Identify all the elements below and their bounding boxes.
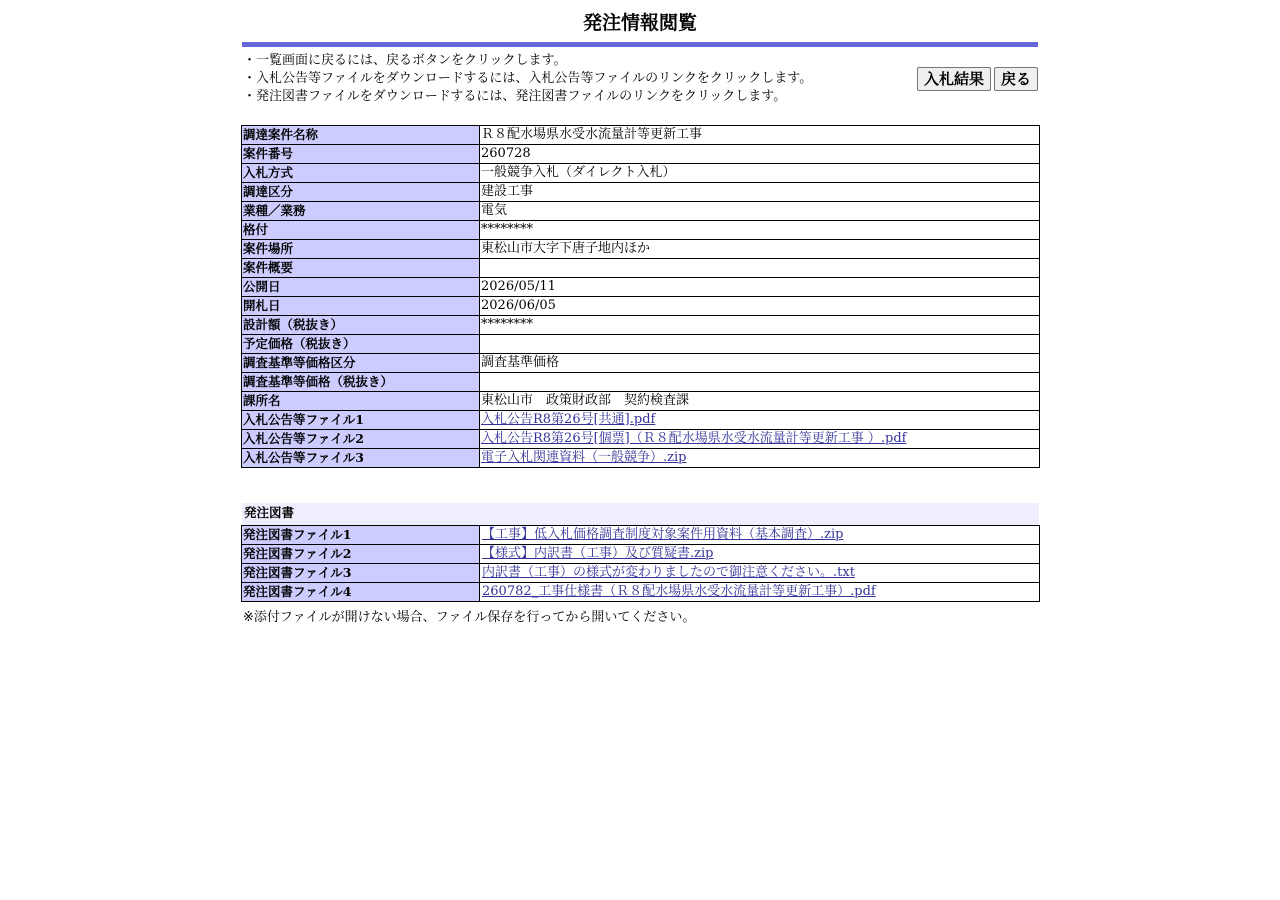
table-row <box>242 202 1040 221</box>
table-row <box>242 278 1040 297</box>
row-label: 調達区分 <box>242 183 480 202</box>
row-label: 調達案件名称 <box>242 126 480 145</box>
row-value: 一般競争入札（ダイレクト入札） <box>480 164 1040 183</box>
table-row <box>242 183 1040 202</box>
info-table <box>241 125 1040 468</box>
attachment-note: ※添付ファイルが開けない場合、ファイル保存を行ってから開いてください。 <box>243 610 696 625</box>
table-row <box>242 335 1040 354</box>
table-row <box>242 564 1040 583</box>
instruction-line: ・一覧画面に戻るには、戻るボタンをクリックします。 <box>243 53 567 68</box>
row-value: 電気 <box>480 202 1040 221</box>
spacer <box>241 468 1039 503</box>
table-row <box>242 545 1040 564</box>
row-value: ******** <box>480 221 1040 240</box>
bid-result-button[interactable]: 入札結果 <box>917 67 991 91</box>
row-label: 案件場所 <box>242 240 480 259</box>
row-label: 入札公告等ファイル3 <box>242 449 480 468</box>
row-label: 入札公告等ファイル2 <box>242 430 480 449</box>
table-row <box>242 526 1040 545</box>
row-value: 2026/05/11 <box>480 278 1040 297</box>
row-label: 予定価格（税抜き） <box>242 335 480 354</box>
doc-file-link-2[interactable]: 【様式】内訳書（工事）及び質疑書.zip <box>482 546 714 561</box>
table-row <box>242 411 1040 430</box>
row-value <box>480 526 1040 545</box>
row-value: 東松山市大字下唐子地内ほか <box>480 240 1040 259</box>
page-title: 発注情報閲覧 <box>582 12 697 34</box>
table-row <box>242 221 1040 240</box>
row-value: 調査基準価格 <box>480 354 1040 373</box>
row-label: 業種／業務 <box>242 202 480 221</box>
doc-file-link-1[interactable]: 【工事】低入札価格調査制度対象案件用資料（基本調査）.zip <box>482 527 844 542</box>
row-value <box>480 259 1040 278</box>
doc-file-link-3[interactable]: 内訳書（工事）の様式が変わりましたので御注意ください。.txt <box>482 565 855 580</box>
row-label: 公開日 <box>242 278 480 297</box>
row-label: 設計額（税抜き） <box>242 316 480 335</box>
table-row <box>242 259 1040 278</box>
row-label: 案件概要 <box>242 259 480 278</box>
button-group <box>917 67 1038 91</box>
table-row <box>242 126 1040 145</box>
page-container <box>241 0 1039 625</box>
row-value <box>480 373 1040 392</box>
row-label: 発注図書ファイル3 <box>242 564 480 583</box>
row-label: 格付 <box>242 221 480 240</box>
row-value: ******** <box>480 316 1040 335</box>
row-label: 発注図書ファイル2 <box>242 545 480 564</box>
docs-table <box>241 525 1040 602</box>
row-label: 開札日 <box>242 297 480 316</box>
row-value <box>480 583 1040 602</box>
table-row <box>242 449 1040 468</box>
header-row <box>241 47 1039 125</box>
table-row <box>242 145 1040 164</box>
row-value <box>480 564 1040 583</box>
instructions <box>243 52 812 106</box>
table-row <box>242 297 1040 316</box>
row-value <box>480 449 1040 468</box>
table-row <box>242 583 1040 602</box>
instruction-line: ・入札公告等ファイルをダウンロードするには、入札公告等ファイルのリンクをクリックします。 <box>243 71 813 86</box>
row-label: 調査基準等価格区分 <box>242 354 480 373</box>
row-value: Ｒ８配水場県水受水流量計等更新工事 <box>480 126 1040 145</box>
row-label: 発注図書ファイル4 <box>242 583 480 602</box>
notice-file-link-3[interactable]: 電子入札関連資料（一般競争）.zip <box>481 450 687 465</box>
row-label: 入札公告等ファイル1 <box>242 411 480 430</box>
row-label: 調査基準等価格（税抜き） <box>242 373 480 392</box>
doc-file-link-4[interactable]: 260782_工事仕様書（Ｒ８配水場県水受水流量計等更新工事）.pdf <box>482 584 876 599</box>
row-label: 課所名 <box>242 392 480 411</box>
notice-file-link-1[interactable]: 入札公告R8第26号[共通].pdf <box>481 412 656 427</box>
instruction-line: ・発注図書ファイルをダウンロードするには、発注図書ファイルのリンクをクリックします。 <box>243 89 787 104</box>
row-value: 2026/06/05 <box>480 297 1040 316</box>
notice-file-link-2[interactable]: 入札公告R8第26号[個票]（Ｒ８配水場県水受水流量計等更新工事 ）.pdf <box>481 431 907 446</box>
docs-section-heading: 発注図書 <box>242 503 1039 525</box>
row-label: 入札方式 <box>242 164 480 183</box>
table-row <box>242 240 1040 259</box>
table-row <box>242 164 1040 183</box>
table-row <box>242 354 1040 373</box>
row-value <box>480 545 1040 564</box>
table-row <box>242 316 1040 335</box>
row-value: 建設工事 <box>480 183 1040 202</box>
table-row <box>242 430 1040 449</box>
row-value <box>480 335 1040 354</box>
row-value <box>480 411 1040 430</box>
row-label: 案件番号 <box>242 145 480 164</box>
row-value: 東松山市 政策財政部 契約検査課 <box>480 392 1040 411</box>
back-button[interactable]: 戻る <box>994 67 1038 91</box>
table-row <box>242 373 1040 392</box>
row-value: 260728 <box>480 145 1040 164</box>
table-row <box>242 392 1040 411</box>
row-label: 発注図書ファイル1 <box>242 526 480 545</box>
row-value <box>480 430 1040 449</box>
